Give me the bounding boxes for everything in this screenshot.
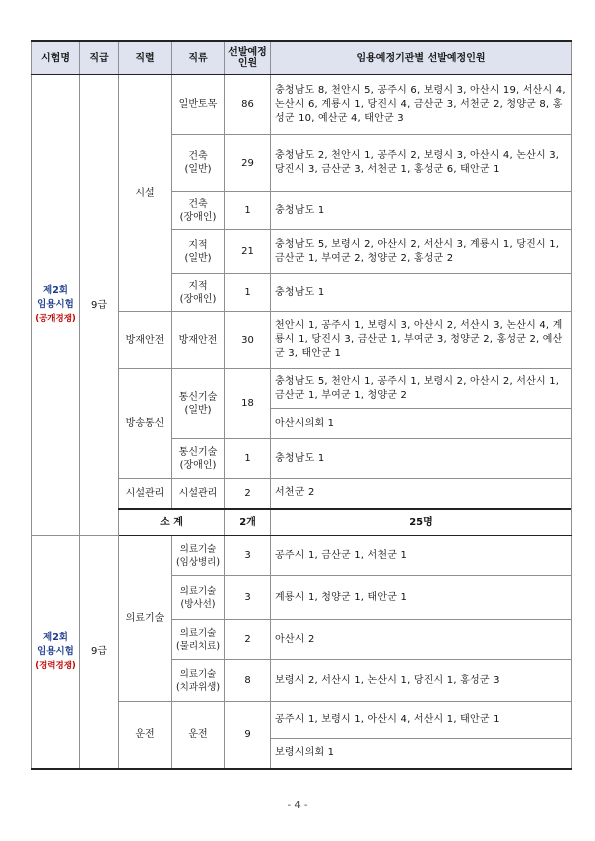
header-row: [32, 41, 572, 75]
detail-cell: 충청남도 1: [271, 192, 572, 230]
class-line1: 의료기술: [179, 585, 217, 597]
exam-type: (공개경쟁): [35, 314, 76, 324]
class-line2: (일반): [184, 164, 212, 175]
class-line1: 의료기술: [179, 668, 217, 680]
header-series: 직렬: [119, 41, 172, 75]
class-cell: [172, 620, 225, 660]
series-cell: 시설: [119, 75, 172, 312]
exam-name-open: [32, 75, 80, 536]
detail-cell: 충청남도 1: [271, 274, 572, 312]
count-cell: 8: [225, 660, 271, 702]
class-line2: (치과위생): [175, 681, 221, 693]
header-count-line1: 선발예정: [228, 47, 267, 58]
class-line1: 통신기술: [178, 446, 218, 458]
detail-cell: 계룡시 1, 청양군 1, 태안군 1: [271, 576, 572, 620]
class-cell: [172, 439, 225, 479]
detail-cell: 아산시 2: [271, 620, 572, 660]
class-line1: 지적: [188, 280, 208, 292]
detail-cell: 충청남도 5, 천안시 1, 공주시 1, 보령시 2, 아산시 2, 서산시 1, 금산군 1, 부여군 1, 청양군 2: [271, 369, 572, 409]
class-line2: (일반): [184, 404, 212, 416]
class-line1: 건축: [188, 151, 208, 162]
class-line1: 통신기술: [178, 391, 218, 403]
exam-line1: 제2회: [43, 631, 68, 643]
class-line2: (장애인): [179, 459, 217, 471]
class-line1: 의료기술: [179, 543, 217, 555]
detail-cell: 충청남도 2, 천안시 1, 공주시 2, 보령시 3, 아산시 4, 논산시 3, 당진시 3, 금산군 3, 서천군 1, 홍성군 6, 태안군 1: [271, 135, 572, 192]
subtotal-label: 소 계: [119, 509, 225, 536]
count-cell: 18: [225, 369, 271, 439]
class-line1: 지적: [188, 239, 208, 251]
series-cell: 방송통신: [119, 369, 172, 479]
class-cell: 일반토목: [172, 75, 225, 135]
class-line2: (방사선): [180, 598, 216, 610]
page-number: - 4 -: [287, 800, 308, 811]
class-cell: 시설관리: [172, 479, 225, 509]
grade-cell: 9급: [80, 75, 119, 536]
detail-cell: 천안시 1, 공주시 1, 보령시 3, 아산시 2, 서산시 3, 논산시 4, 계룡시 1, 당진시 3, 금산군 1, 부여군 3, 청양군 2, 홍성군 2, 예산군 3, 태안군 1: [271, 312, 572, 369]
class-line1: 건축: [188, 198, 208, 210]
class-cell: [172, 369, 225, 439]
detail-cell: 보령시의회 1: [271, 739, 572, 769]
count-cell: 2: [225, 620, 271, 660]
subtotal-classes: 2개: [225, 509, 271, 536]
subtotal-count: 25명: [271, 509, 572, 536]
class-line2: (장애인): [179, 211, 217, 223]
count-cell: 3: [225, 576, 271, 620]
exam-line2: 임용시험: [37, 299, 74, 310]
exam-line2: 임용시험: [37, 645, 74, 657]
count-cell: 1: [225, 274, 271, 312]
class-line2: (임상병리): [175, 556, 221, 568]
series-cell: 방재안전: [119, 312, 172, 369]
class-line2: (일반): [184, 252, 212, 264]
header-exam: 시험명: [32, 41, 80, 75]
table-row: [32, 75, 572, 135]
count-cell: 1: [225, 439, 271, 479]
detail-cell: 충청남도 5, 보령시 2, 아산시 2, 서산시 3, 계룡시 1, 당진시 1, 금산군 1, 부여군 2, 청양군 2, 홍성군 2: [271, 230, 572, 274]
detail-cell: 공주시 1, 보령시 1, 아산시 4, 서산시 1, 태안군 1: [271, 702, 572, 739]
exam-line1: 제2회: [43, 285, 68, 296]
recruitment-table: [31, 40, 572, 770]
detail-cell: 충청남도 8, 천안시 5, 공주시 6, 보령시 3, 아산시 19, 서산시 4, 논산시 6, 계룡시 1, 당진시 4, 금산군 3, 서천군 2, 청양군 8, 홍성군 10, 예산군 4, 태안군 3: [271, 75, 572, 135]
count-cell: 2: [225, 479, 271, 509]
header-detail: 임용예정기관별 선발예정인원: [271, 41, 572, 75]
table-row: [32, 536, 572, 576]
class-cell: [172, 192, 225, 230]
detail-cell: 보령시 2, 서산시 1, 논산시 1, 당진시 1, 홍성군 3: [271, 660, 572, 702]
detail-cell: 공주시 1, 금산군 1, 서천군 1: [271, 536, 572, 576]
series-cell: 의료기술: [119, 536, 172, 702]
header-count-line2: 인원: [237, 58, 258, 69]
header-class: 직류: [172, 41, 225, 75]
class-cell: [172, 274, 225, 312]
class-cell: [172, 536, 225, 576]
count-cell: 30: [225, 312, 271, 369]
class-cell: 방재안전: [172, 312, 225, 369]
exam-name-career: [32, 536, 80, 769]
count-cell: 9: [225, 702, 271, 769]
count-cell: 1: [225, 192, 271, 230]
detail-cell: 아산시의회 1: [271, 409, 572, 439]
count-cell: 21: [225, 230, 271, 274]
detail-cell: 충청남도 1: [271, 439, 572, 479]
count-cell: 86: [225, 75, 271, 135]
class-cell: 운전: [172, 702, 225, 769]
series-cell: 운전: [119, 702, 172, 769]
series-cell: 시설관리: [119, 479, 172, 509]
count-cell: 29: [225, 135, 271, 192]
detail-cell: 서천군 2: [271, 479, 572, 509]
header-grade: 직급: [80, 41, 119, 75]
exam-type: (경력경쟁): [35, 660, 76, 671]
class-line2: (장애인): [179, 293, 217, 305]
class-cell: [172, 660, 225, 702]
count-cell: 3: [225, 536, 271, 576]
class-cell: [172, 576, 225, 620]
grade-cell: 9급: [80, 536, 119, 769]
class-line1: 의료기술: [179, 627, 217, 639]
class-line2: (물리치료): [175, 640, 221, 652]
class-cell: [172, 230, 225, 274]
class-cell: [172, 135, 225, 192]
header-count: [225, 41, 271, 75]
